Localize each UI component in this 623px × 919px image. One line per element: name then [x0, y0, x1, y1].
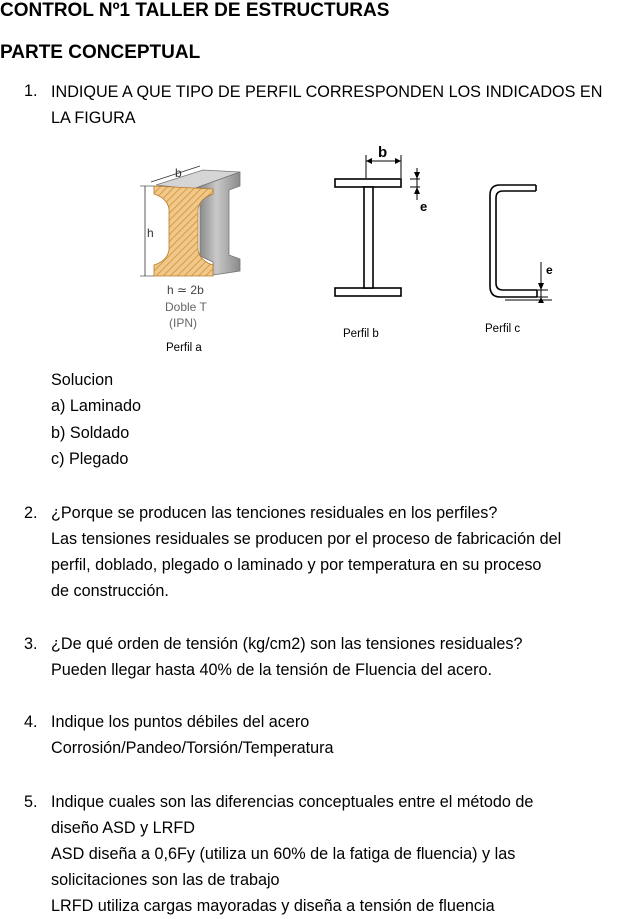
q1-answer-a: a) Laminado: [51, 397, 141, 415]
perfil-a-label: Perfil a: [166, 342, 202, 354]
q5-answer-line-1: ASD diseña a 0,6Fy (utiliza un 60% de la fatiga de fluencia) y las: [51, 845, 516, 863]
perfil-a-caption-ratio: h ≃ 2b: [167, 283, 204, 297]
q3-answer: Pueden llegar hasta 40% de la tensión de Fluencia del acero.: [51, 661, 492, 679]
q3-number: 3.: [24, 635, 38, 653]
perfil-b-label: Perfil b: [343, 328, 379, 340]
profiles-figure: [0, 135, 623, 365]
q5-question-line-2: diseño ASD y LRFD: [51, 819, 195, 837]
q4-number: 4.: [24, 713, 38, 731]
perfil-a-beam: [154, 170, 240, 276]
q4-question: Indique los puntos débiles del acero: [51, 713, 310, 731]
q5-number: 5.: [24, 793, 38, 811]
perfil-a-caption-type: Doble T: [165, 300, 207, 314]
document-title: CONTROL Nº1 TALLER DE ESTRUCTURAS: [0, 0, 390, 21]
perfil-c-label: Perfil c: [485, 323, 521, 335]
perfil-b-dim-b: b: [378, 144, 388, 161]
q2-answer-line-1: Las tensiones residuales se producen por el proceso de fabricación del: [51, 530, 562, 548]
perfil-a-caption-ipn: (IPN): [169, 316, 197, 330]
perfil-c-section: [490, 185, 537, 297]
perfil-a-dim-h: h: [147, 226, 154, 240]
perfil-a-dim-b: b: [175, 166, 182, 180]
q2-number: 2.: [24, 504, 38, 522]
q5-question-line-1: Indique cuales son las diferencias conceptuales entre el método de: [51, 793, 534, 811]
q5-answer-line-3: LRFD utiliza cargas mayoradas y diseña a tensión de fluencia: [51, 897, 495, 915]
q4-answer: Corrosión/Pandeo/Torsión/Temperatura: [51, 739, 334, 757]
q5-answer-line-2: solicitaciones son las de trabajo: [51, 871, 280, 889]
perfil-b-section: [335, 179, 401, 296]
q1-answer-b: b) Soldado: [51, 424, 130, 442]
perfil-b-dim-e: e: [420, 199, 428, 214]
q1-solution-title: Solucion: [51, 371, 114, 389]
q2-answer-line-2: perfil, doblado, plegado o laminado y por temperatura en su proceso: [51, 556, 542, 574]
q2-answer-line-3: de construcción.: [51, 582, 169, 600]
q1-number: 1.: [24, 82, 38, 100]
q1-answer-c: c) Plegado: [51, 450, 129, 468]
q2-question: ¿Porque se producen las tenciones residuales en los perfiles?: [51, 504, 498, 522]
q1-question-line-2: LA FIGURA: [51, 109, 136, 127]
perfil-c-dim-e: e: [546, 263, 553, 277]
q1-question-line-1: INDIQUE A QUE TIPO DE PERFIL CORRESPONDEN LOS INDICADOS EN: [51, 83, 603, 101]
section-heading: PARTE CONCEPTUAL: [0, 42, 201, 63]
q3-question: ¿De qué orden de tensión (kg/cm2) son las tensiones residuales?: [51, 635, 523, 653]
